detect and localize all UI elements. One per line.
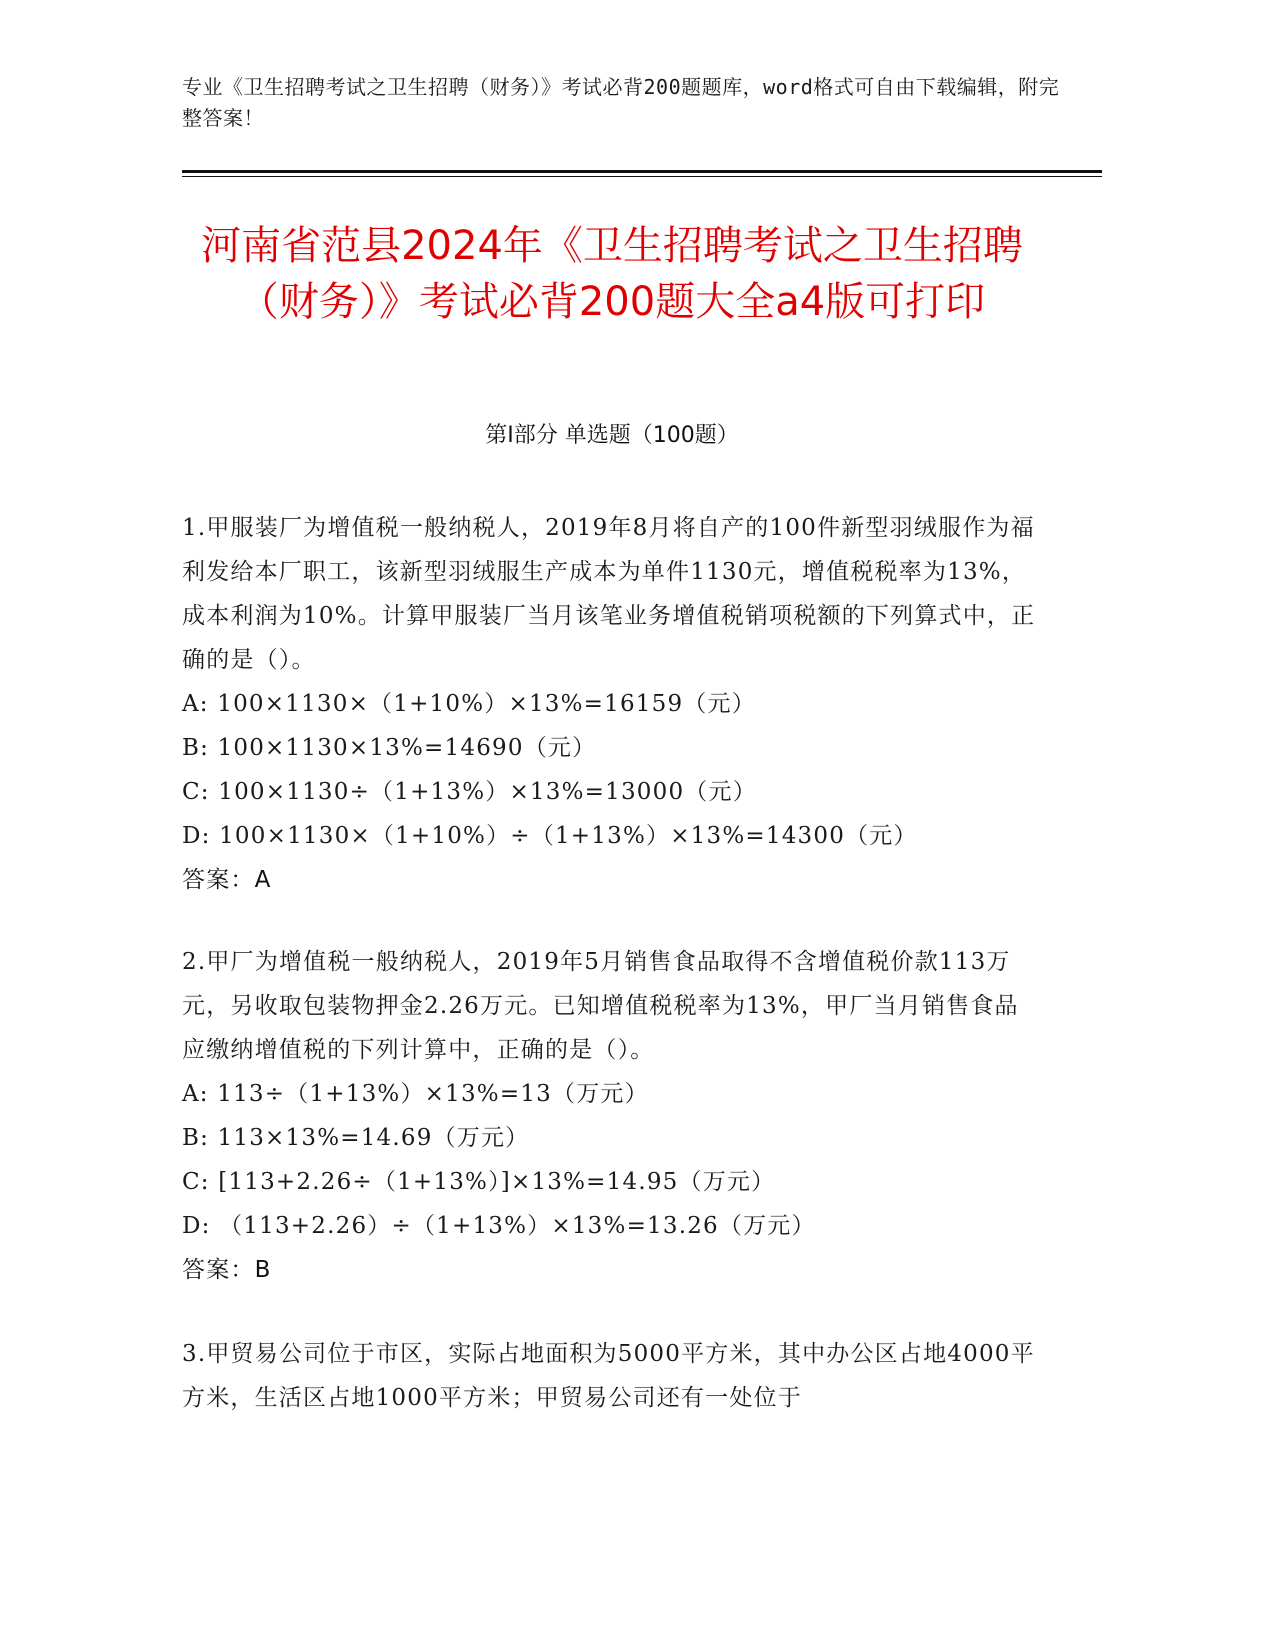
answer-line: 答案：B [182,1257,272,1283]
section-heading: 第I部分 单选题（100题） [485,423,739,448]
option-a: A: 113÷（1+13%）×13%=13（万元） [182,1081,649,1107]
question-3 [182,1332,1042,1420]
option-c: C: 100×1130÷（1+13%）×13%=13000（元） [182,779,757,805]
option-b: B: 113×13%=14.69（万元） [182,1125,530,1151]
answer-line: 答案：A [182,867,272,893]
document-title: 河南省范县2024年《卫生招聘考试之卫生招聘（财务）》考试必背200题大全a4版可打印 [201,223,1023,325]
header-divider-thick [182,170,1102,173]
option-a: A: 100×1130×（1+10%）×13%=16159（元） [182,691,756,717]
question-stem: 2.甲厂为增值税一般纳税人，2019年5月销售食品取得不含增值税价款113万元，另收取包装物押金2.26万元。已知增值税税率为13%，甲厂当月销售食品应缴纳增值税的下列计算中，正确的是（）。 [182,949,1019,1063]
question-stem: 1.甲服装厂为增值税一般纳税人，2019年8月将自产的100件新型羽绒服作为福利发给本厂职工，该新型羽绒服生产成本为单件1130元，增值税税率为13%，成本利润为10%。计算甲服装厂当月该笔业务增值税销项税额的下列算式中，正确的是（）。 [182,515,1036,673]
question-stem: 3.甲贸易公司位于市区，实际占地面积为5000平方米，其中办公区占地4000平方米，生活区占地1000平方米；甲贸易公司还有一处位于 [182,1341,1035,1411]
question-2 [182,940,1042,1292]
question-1 [182,506,1042,902]
option-c: C: [113+2.26÷（1+13%）]×13%=14.95（万元） [182,1169,776,1195]
option-d: D: （113+2.26）÷（1+13%）×13%=13.26（万元） [182,1213,816,1239]
option-b: B: 100×1130×13%=14690（元） [182,735,597,761]
option-d: D: 100×1130×（1+10%）÷（1+13%）×13%=14300（元） [182,823,918,849]
header-note: 专业《卫生招聘考试之卫生招聘（财务）》考试必背200题题库，word格式可自由下载编辑，附完整答案！ [182,75,1060,130]
header-divider-thin [182,176,1102,177]
